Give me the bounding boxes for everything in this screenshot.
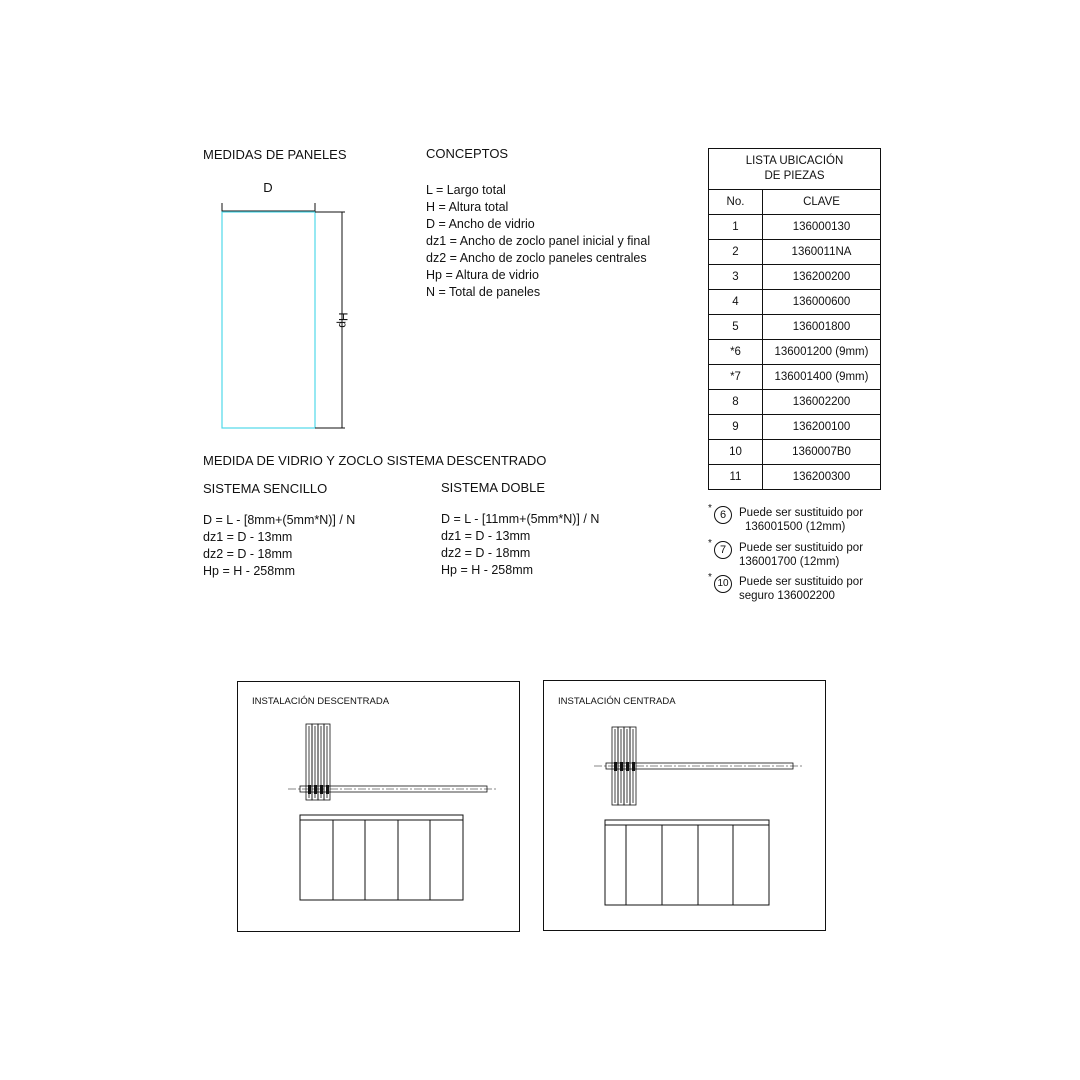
- row-number: 4: [709, 290, 763, 315]
- formula-line: dz2 = D - 18mm: [203, 547, 293, 561]
- column-header-key: CLAVE: [763, 190, 881, 215]
- concepts-list: [426, 182, 650, 301]
- row-number: 10: [709, 440, 763, 465]
- centered-installation-box: [543, 680, 826, 931]
- table-row: [709, 390, 881, 415]
- substitution-note: * 10 Puede ser sustituido por seguro 136002200: [708, 572, 864, 602]
- concepts-heading: CONCEPTOS: [426, 146, 509, 161]
- row-key: 1360011NA: [763, 240, 881, 265]
- panels-elevation: [605, 820, 769, 905]
- centered-installation-drawing: [544, 681, 825, 930]
- panel-dimension-diagram: [200, 175, 360, 440]
- concept-line: H = Altura total: [426, 200, 509, 214]
- row-number: *6: [709, 340, 763, 365]
- simple-system-heading: SISTEMA SENCILLO: [203, 481, 328, 496]
- panels-elevation: [300, 815, 463, 900]
- formula-line: Hp = H - 258mm: [441, 563, 534, 577]
- table-row: [709, 265, 881, 290]
- simple-system-formulas: [203, 512, 355, 580]
- concept-line: dz2 = Ancho de zoclo paneles centrales: [426, 251, 647, 265]
- row-key: 136001400 (9mm): [763, 365, 881, 390]
- concept-line: N = Total de paneles: [426, 285, 541, 299]
- row-number: 2: [709, 240, 763, 265]
- table-header-row: [709, 190, 881, 215]
- parts-table: [708, 148, 881, 490]
- table-row: [709, 215, 881, 240]
- table-row: [709, 365, 881, 390]
- row-key: 1360007B0: [763, 440, 881, 465]
- row-number: 9: [709, 415, 763, 440]
- table-row: [709, 415, 881, 440]
- formula-line: dz1 = D - 13mm: [441, 529, 531, 543]
- row-key: 136001200 (9mm): [763, 340, 881, 365]
- offset-installation-drawing: [238, 682, 519, 931]
- parts-table-title: LISTA UBICACIÓN DE PIEZAS: [709, 149, 881, 190]
- height-dimension-label: Hp: [336, 312, 350, 328]
- panel-measures-heading: MEDIDAS DE PANELES: [203, 147, 347, 162]
- offset-installation-box: [237, 681, 520, 932]
- row-number: *7: [709, 365, 763, 390]
- table-row: [709, 465, 881, 490]
- table-row: [709, 240, 881, 265]
- row-key: 136000130: [763, 215, 881, 240]
- double-system-heading: SISTEMA DOBLE: [441, 480, 546, 495]
- concept-line: Hp = Altura de vidrio: [426, 268, 539, 282]
- formula-line: dz1 = D - 13mm: [203, 530, 293, 544]
- glass-measure-heading: MEDIDA DE VIDRIO Y ZOCLO SISTEMA DESCENTRADO: [203, 453, 547, 468]
- table-row: [709, 440, 881, 465]
- formula-line: D = L - [8mm+(5mm*N)] / N: [203, 513, 356, 527]
- part-number-circle: 10: [714, 575, 732, 593]
- row-key: 136200100: [763, 415, 881, 440]
- table-row: [709, 315, 881, 340]
- row-number: 1: [709, 215, 763, 240]
- row-key: 136200300: [763, 465, 881, 490]
- concept-line: L = Largo total: [426, 183, 506, 197]
- row-key: 136001800: [763, 315, 881, 340]
- double-system-formulas: [441, 511, 599, 579]
- row-key: 136000600: [763, 290, 881, 315]
- formula-line: dz2 = D - 18mm: [441, 546, 531, 560]
- row-number: 11: [709, 465, 763, 490]
- formula-line: Hp = H - 258mm: [203, 564, 296, 578]
- substitution-note: * 6 Puede ser sustituido por 136001500 (12mm): [708, 503, 864, 533]
- row-number: 8: [709, 390, 763, 415]
- part-number-circle: 6: [714, 506, 732, 524]
- table-row: [709, 340, 881, 365]
- row-key: 136002200: [763, 390, 881, 415]
- centered-installation-label: INSTALACIÓN CENTRADA: [558, 696, 676, 707]
- substitution-note: * 7 Puede ser sustituido por 136001700 (12mm): [708, 538, 864, 568]
- table-row: [709, 290, 881, 315]
- formula-line: D = L - [11mm+(5mm*N)] / N: [441, 512, 600, 526]
- part-number-circle: 7: [714, 541, 732, 559]
- row-number: 5: [709, 315, 763, 340]
- concept-line: D = Ancho de vidrio: [426, 217, 535, 231]
- concept-line: dz1 = Ancho de zoclo panel inicial y final: [426, 234, 651, 248]
- offset-installation-label: INSTALACIÓN DESCENTRADA: [252, 696, 390, 707]
- row-key: 136200200: [763, 265, 881, 290]
- column-header-no: No.: [709, 190, 763, 215]
- row-number: 3: [709, 265, 763, 290]
- glass-panel: [222, 212, 315, 428]
- width-dimension-label: D: [263, 180, 273, 195]
